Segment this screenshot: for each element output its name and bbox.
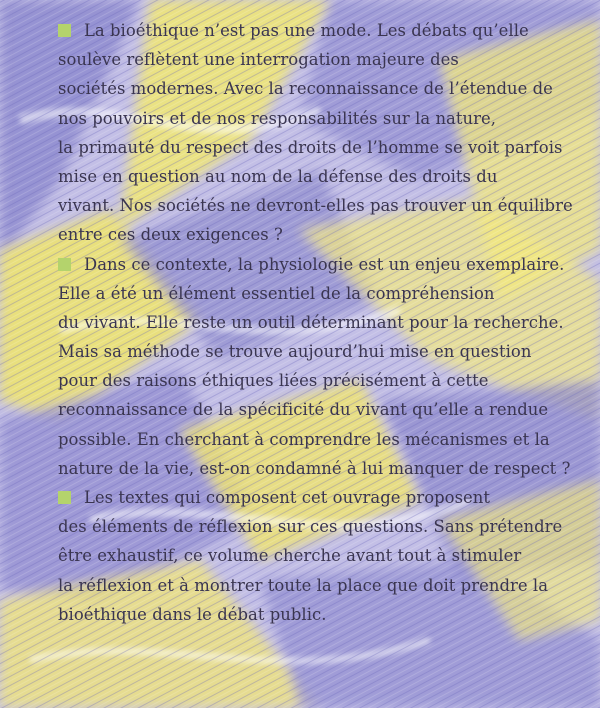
text-line: être exhaustif, ce volume cherche avant tout à stimuler bbox=[58, 546, 522, 566]
text-line: entre ces deux exigences ? bbox=[58, 225, 283, 245]
text-line: des éléments de réflexion sur ces questions. Sans prétendre bbox=[58, 517, 563, 537]
text-line: la réflexion et à montrer toute la place que doit prendre la bbox=[58, 575, 549, 595]
text-line: nature de la vie, est-on condamné à lui manquer de respect ? bbox=[58, 458, 571, 478]
paragraph-first-line bbox=[58, 483, 578, 512]
text-line: possible. En cherchant à comprendre les mécanismes et la bbox=[58, 429, 550, 449]
text-line: sociétés modernes. Avec la reconnaissance de l’étendue de bbox=[58, 79, 553, 99]
line-text: Les textes qui composent cet ouvrage proposent bbox=[84, 488, 491, 507]
text-line: reconnaissance de la spécificité du vivant qu’elle a rendue bbox=[58, 400, 549, 420]
paragraph bbox=[58, 483, 578, 629]
text-line: Mais sa méthode se trouve aujourd’hui mise en question bbox=[58, 342, 532, 362]
square-bullet-icon bbox=[58, 491, 71, 504]
text-line: du vivant. Elle reste un outil déterminant pour la recherche. bbox=[58, 312, 564, 332]
body-text bbox=[58, 16, 578, 629]
square-bullet-icon bbox=[58, 258, 71, 271]
text-line: pour des raisons éthiques liées précisément à cette bbox=[58, 371, 489, 391]
text-line: vivant. Nos sociétés ne devront-elles pas trouver un équilibre bbox=[58, 196, 573, 216]
paragraph-first-line bbox=[58, 250, 578, 279]
text-line: Elle a été un élément essentiel de la compréhension bbox=[58, 283, 495, 303]
paragraph bbox=[58, 16, 578, 250]
line-text: La bioéthique n’est pas une mode. Les débats qu’elle bbox=[84, 21, 529, 40]
paragraph-first-line bbox=[58, 16, 578, 45]
line-text: Dans ce contexte, la physiologie est un enjeu exemplaire. bbox=[84, 254, 565, 274]
text-line: mise en question au nom de la défense des droits du bbox=[58, 166, 498, 186]
paragraph bbox=[58, 250, 578, 484]
text-line: bioéthique dans le débat public. bbox=[58, 604, 327, 624]
text-line: nos pouvoirs et de nos responsabilités sur la nature, bbox=[58, 108, 497, 128]
text-line: soulève reflètent une interrogation majeure des bbox=[58, 50, 459, 70]
text-line: la primauté du respect des droits de l’homme se voit parfois bbox=[58, 137, 563, 157]
square-bullet-icon bbox=[58, 24, 71, 37]
